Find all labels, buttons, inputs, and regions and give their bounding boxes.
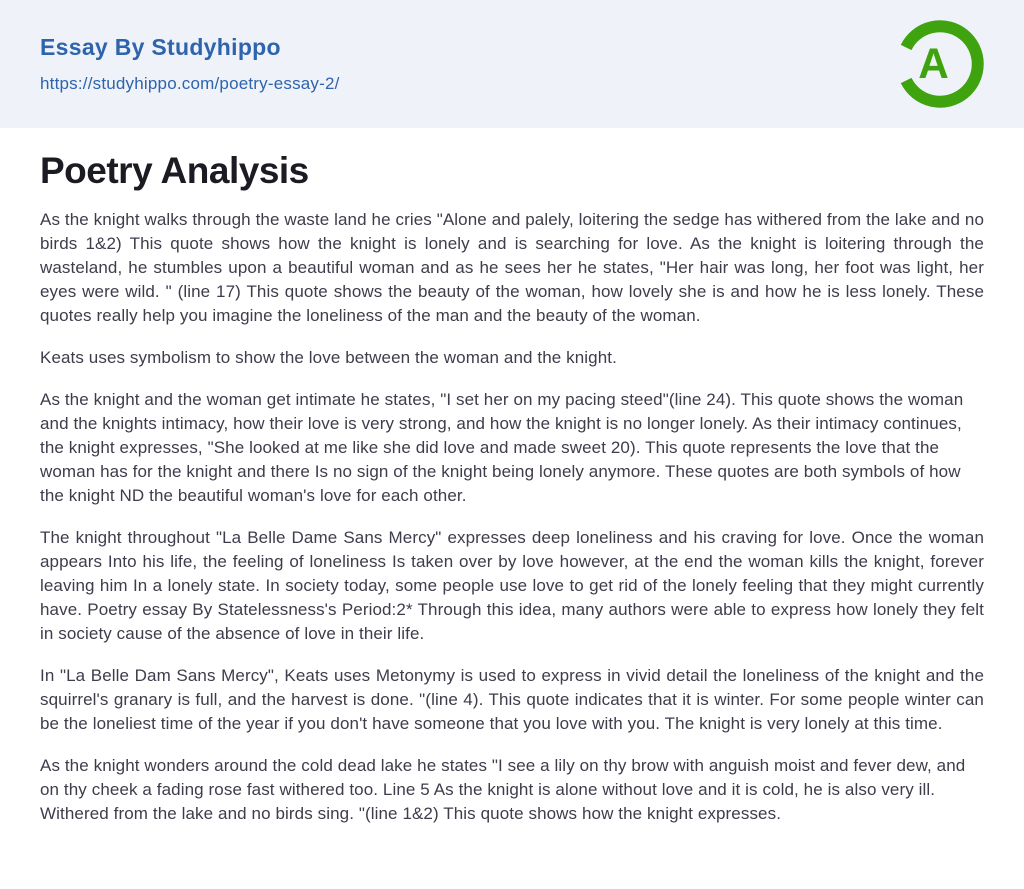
site-title: Essay By Studyhippo [40,33,281,60]
site-header [0,0,1024,128]
essay-paragraph: As the knight walks through the waste land he cries "Alone and palely, loitering the sedge has withered from the lake and no birds 1&2) This quote shows how the knight is lonely and is searching for love. As the knight is loitering through the wasteland, he stumbles upon a beautiful woman and as he sees her he states, "Her hair was long, her foot was light, her eyes were wild. " (line 17) This quote shows the beauty of the woman, how lovely she is and how he is less lonely. These quotes really help you imagine the loneliness of the man and the beauty of the woman. [40,210,984,326]
studyhippo-logo-icon [894,18,986,110]
essay-paragraph: As the knight and the woman get intimate he states, "I set her on my pacing steed"(line 24). This quote shows the woman and the knights intimacy, how their love is very strong, and how the knight is no longer lonely. As their intimacy continues, the knight expresses, "She looked at me like she did love and made sweet 20). This quote represents the love that the woman has for the knight and there Is no sign of the knight being lonely anymore. These quotes are both symbols of how the knight ND the beautiful woman's love for each other. [40,390,964,506]
essay-paragraph: As the knight wonders around the cold dead lake he states "I see a lily on thy brow with anguish moist and fever dew, and on thy cheek a fading rose fast withered too. Line 5 As the knight is alone without love and it is cold, he is also very ill. Withered from the lake and no birds sing. "(line 1&2) This quote shows how the knight expresses. [40,756,966,824]
essay-paragraph: Keats uses symbolism to show the love between the woman and the knight. [40,348,617,368]
essay-paragraph: The knight throughout "La Belle Dame Sans Mercy" expresses deep loneliness and his craving for love. Once the woman appears Into his life, the feeling of loneliness Is taken over by love however, at the end the woman kills the knight, forever leaving him In a lonely state. In society today, some people use love to get rid of the lonely feeling that they might currently have. Poetry essay By Statelessness's Period:2* Through this idea, many authors were able to express how lonely they felt in society cause of the absence of love in their life. [40,528,984,644]
site-header-text [40,34,340,95]
svg-text:A: A [918,39,949,87]
page-title: Poetry Analysis [40,150,309,191]
essay-paragraph: In "La Belle Dam Sans Mercy", Keats uses Metonymy is used to express in vivid detail the loneliness of the knight and the squirrel's granary is full, and the harvest is done. "(line 4). This quote indicates that it is winter. For some people winter can be the loneliest time of the year if you don't have someone that you love with you. The knight is very lonely at this time. [40,666,984,734]
page-url-link[interactable]: https://studyhippo.com/poetry-essay-2/ [40,74,340,94]
essay-body [40,208,984,826]
article-main [0,128,1024,826]
